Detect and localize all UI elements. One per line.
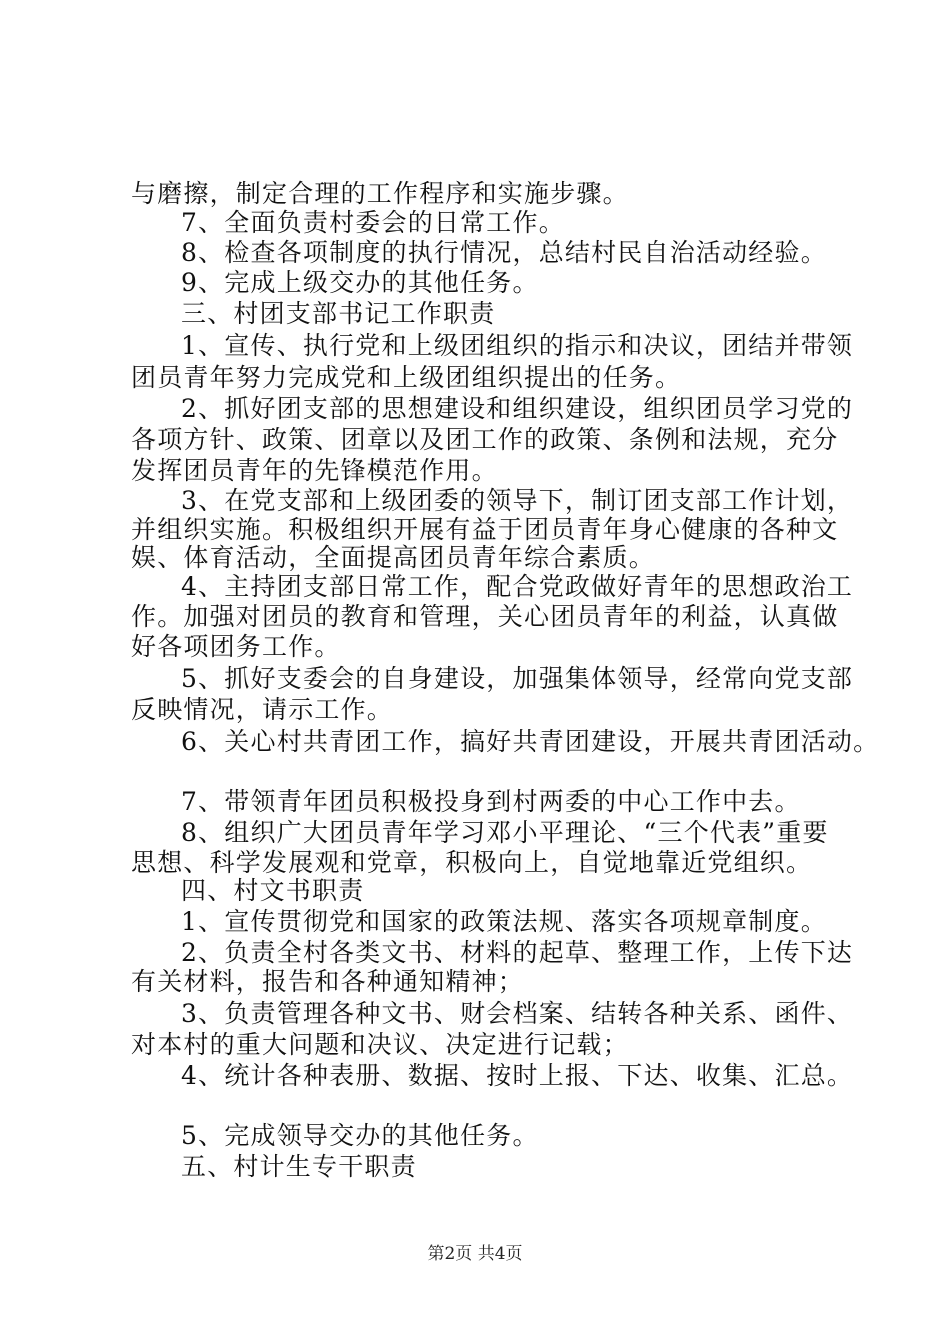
text-line: 娱、体育活动，全面提高团员青年综合素质。 bbox=[131, 543, 656, 572]
text-line: 5、抓好支委会的自身建设，加强集体领导，经常向党支部 bbox=[181, 664, 854, 693]
section-heading: 三、村团支部书记工作职责 bbox=[181, 299, 496, 328]
section-heading: 四、村文书职责 bbox=[181, 876, 365, 905]
text-line: 2、负责全村各类文书、材料的起草、整理工作，上传下达 bbox=[181, 938, 854, 967]
text-line: 2、抓好团支部的思想建设和组织建设，组织团员学习党的 bbox=[181, 394, 854, 423]
text-line: 5、完成领导交办的其他任务。 bbox=[181, 1121, 539, 1150]
text-line: 8、检查各项制度的执行情况，总结村民自治活动经验。 bbox=[181, 238, 827, 267]
text-line: 发挥团员青年的先锋模范作用。 bbox=[131, 456, 498, 485]
text-line: 3、负责管理各种文书、财会档案、结转各种关系、函件、 bbox=[181, 999, 854, 1028]
text-line: 反映情况，请示工作。 bbox=[131, 695, 394, 724]
text-line: 1、宣传、执行党和上级团组织的指示和决议，团结并带领 bbox=[181, 331, 854, 360]
text-line: 与磨擦，制定合理的工作程序和实施步骤。 bbox=[131, 179, 629, 208]
page-number-footer: 第2页 共4页 bbox=[427, 1244, 523, 1264]
text-line: 并组织实施。积极组织开展有益于团员青年身心健康的各种文 bbox=[131, 515, 839, 544]
text-line: 1、宣传贯彻党和国家的政策法规、落实各项规章制度。 bbox=[181, 907, 827, 936]
text-line: 9、完成上级交办的其他任务。 bbox=[181, 268, 539, 297]
text-line: 7、带领青年团员积极投身到村两委的中心工作中去。 bbox=[181, 787, 801, 816]
text-line: 各项方针、政策、团章以及团工作的政策、条例和法规，充分 bbox=[131, 425, 839, 454]
text-line: 3、在党支部和上级团委的领导下，制订团支部工作计划， bbox=[181, 486, 854, 515]
text-line: 6、关心村共青团工作，搞好共青团建设，开展共青团活动。 bbox=[181, 727, 880, 756]
text-line: 好各项团务工作。 bbox=[131, 632, 341, 661]
text-line: 4、统计各种表册、数据、按时上报、下达、收集、汇总。 bbox=[181, 1061, 854, 1090]
text-line: 作。加强对团员的教育和管理，关心团员青年的利益，认真做 bbox=[131, 602, 839, 631]
section-heading: 五、村计生专干职责 bbox=[181, 1152, 417, 1181]
text-line: 8、组织广大团员青年学习邓小平理论、“三个代表”重要 bbox=[181, 818, 829, 847]
text-line: 对本村的重大问题和决议、决定进行记载； bbox=[131, 1030, 629, 1059]
text-line: 思想、科学发展观和党章，积极向上，自觉地靠近党组织。 bbox=[131, 848, 813, 877]
text-line: 团员青年努力完成党和上级团组织提出的任务。 bbox=[131, 363, 682, 392]
text-line: 4、主持团支部日常工作，配合党政做好青年的思想政治工 bbox=[181, 572, 854, 601]
text-line: 有关材料，报告和各种通知精神； bbox=[131, 967, 525, 996]
text-line: 7、全面负责村委会的日常工作。 bbox=[181, 208, 565, 237]
